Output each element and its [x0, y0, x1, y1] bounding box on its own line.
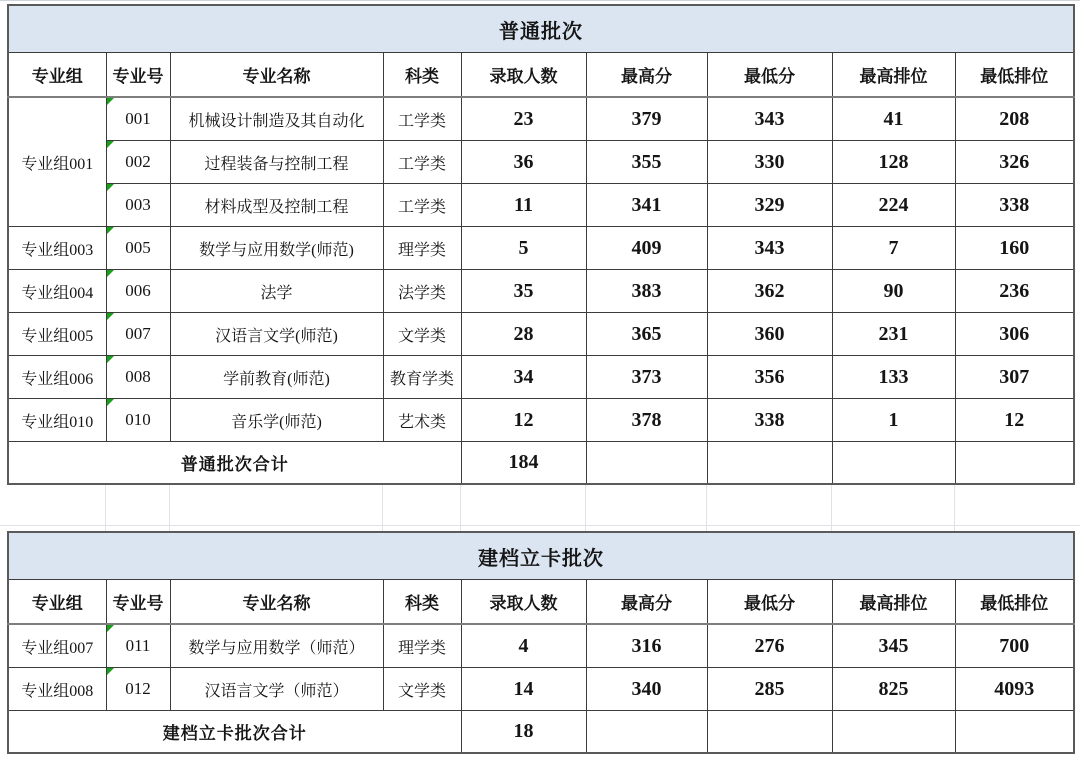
subtotal-admitted-cell[interactable]: 184 [461, 442, 586, 485]
max-rank-cell[interactable]: 133 [832, 356, 955, 399]
subtotal-row [8, 442, 1074, 485]
max-rank-cell[interactable]: 1 [832, 399, 955, 442]
code-value: 010 [125, 410, 151, 429]
column-header-4[interactable]: 录取人数 [461, 580, 586, 625]
column-header-row [8, 53, 1074, 98]
subtotal-label-cell[interactable]: 建档立卡批次合计 [8, 711, 461, 754]
column-header-row [8, 580, 1074, 625]
column-header-6[interactable]: 最低分 [707, 580, 832, 625]
group-cell[interactable]: 专业组006 [8, 356, 106, 399]
tables-root [0, 4, 1080, 754]
max-score-cell[interactable]: 365 [586, 313, 707, 356]
table-row [8, 399, 1074, 442]
max-rank-cell[interactable]: 90 [832, 270, 955, 313]
category-cell[interactable]: 工学类 [383, 141, 461, 184]
min-score-cell[interactable]: 360 [707, 313, 832, 356]
column-header-0[interactable]: 专业组 [8, 53, 106, 98]
column-header-5[interactable]: 最高分 [586, 53, 707, 98]
code-cell[interactable] [106, 399, 170, 442]
category-cell[interactable]: 理学类 [383, 624, 461, 668]
code-value: 006 [125, 281, 151, 300]
code-value: 005 [125, 238, 151, 257]
max-rank-cell[interactable]: 825 [832, 668, 955, 711]
group-cell[interactable]: 专业组001 [8, 97, 106, 227]
code-cell[interactable] [106, 97, 170, 141]
min-rank-cell[interactable]: 160 [955, 227, 1074, 270]
min-rank-cell[interactable]: 326 [955, 141, 1074, 184]
error-indicator-icon [107, 399, 114, 406]
max-score-cell[interactable]: 341 [586, 184, 707, 227]
code-value: 007 [125, 324, 151, 343]
category-cell[interactable]: 法学类 [383, 270, 461, 313]
group-cell[interactable]: 专业组004 [8, 270, 106, 313]
empty-cell[interactable] [586, 711, 707, 754]
min-score-cell[interactable]: 343 [707, 227, 832, 270]
major-name-cell[interactable]: 机械设计制造及其自动化 [170, 97, 383, 141]
major-name-cell[interactable]: 学前教育(师范) [170, 356, 383, 399]
column-header-2[interactable]: 专业名称 [170, 53, 383, 98]
category-cell[interactable]: 工学类 [383, 97, 461, 141]
column-header-3[interactable]: 科类 [383, 580, 461, 625]
major-name-cell[interactable]: 材料成型及控制工程 [170, 184, 383, 227]
column-header-2[interactable]: 专业名称 [170, 580, 383, 625]
code-cell[interactable] [106, 227, 170, 270]
column-header-3[interactable]: 科类 [383, 53, 461, 98]
sheet-gridline-gap [0, 485, 1080, 531]
admitted-count-cell[interactable]: 28 [461, 313, 586, 356]
admitted-count-cell[interactable]: 34 [461, 356, 586, 399]
table-title[interactable]: 普通批次 [8, 5, 1074, 53]
min-score-cell[interactable]: 343 [707, 97, 832, 141]
min-rank-cell[interactable]: 306 [955, 313, 1074, 356]
admitted-count-cell[interactable]: 4 [461, 624, 586, 668]
batch-table-1 [7, 4, 1075, 485]
min-score-cell[interactable]: 276 [707, 624, 832, 668]
column-header-6[interactable]: 最低分 [707, 53, 832, 98]
column-header-7[interactable]: 最高排位 [832, 580, 955, 625]
category-cell[interactable]: 工学类 [383, 184, 461, 227]
column-header-4[interactable]: 录取人数 [461, 53, 586, 98]
table-row [8, 184, 1074, 227]
max-score-cell[interactable]: 355 [586, 141, 707, 184]
code-cell[interactable] [106, 184, 170, 227]
code-cell[interactable] [106, 668, 170, 711]
column-header-8[interactable]: 最低排位 [955, 53, 1074, 98]
subtotal-label-cell[interactable]: 普通批次合计 [8, 442, 461, 485]
major-name-cell[interactable]: 过程装备与控制工程 [170, 141, 383, 184]
category-cell[interactable]: 教育学类 [383, 356, 461, 399]
column-header-7[interactable]: 最高排位 [832, 53, 955, 98]
gridline-h [0, 525, 1080, 526]
max-score-cell[interactable]: 383 [586, 270, 707, 313]
group-cell[interactable]: 专业组010 [8, 399, 106, 442]
group-cell[interactable]: 专业组008 [8, 668, 106, 711]
min-rank-cell[interactable]: 307 [955, 356, 1074, 399]
code-value: 008 [125, 367, 151, 386]
min-rank-cell[interactable]: 236 [955, 270, 1074, 313]
category-cell[interactable]: 文学类 [383, 668, 461, 711]
max-rank-cell[interactable]: 128 [832, 141, 955, 184]
column-header-5[interactable]: 最高分 [586, 580, 707, 625]
subtotal-row [8, 711, 1074, 754]
major-name-cell[interactable]: 汉语言文学（师范） [170, 668, 383, 711]
code-value: 003 [125, 195, 151, 214]
code-value: 011 [125, 636, 151, 655]
empty-cell[interactable] [955, 711, 1074, 754]
category-cell[interactable]: 艺术类 [383, 399, 461, 442]
admitted-count-cell[interactable]: 5 [461, 227, 586, 270]
error-indicator-icon [107, 625, 114, 632]
table-row [8, 356, 1074, 399]
min-rank-cell[interactable]: 208 [955, 97, 1074, 141]
min-rank-cell[interactable]: 700 [955, 624, 1074, 668]
error-indicator-icon [107, 141, 114, 148]
min-score-cell[interactable]: 356 [707, 356, 832, 399]
admitted-count-cell[interactable]: 12 [461, 399, 586, 442]
table-title-row [8, 5, 1074, 53]
min-rank-cell[interactable]: 4093 [955, 668, 1074, 711]
error-indicator-icon [107, 356, 114, 363]
empty-cell[interactable] [586, 442, 707, 485]
code-cell[interactable] [106, 313, 170, 356]
empty-cell[interactable] [832, 442, 955, 485]
code-cell[interactable] [106, 356, 170, 399]
admitted-count-cell[interactable]: 36 [461, 141, 586, 184]
group-cell[interactable]: 专业组007 [8, 624, 106, 668]
code-value: 012 [125, 679, 151, 698]
major-name-cell[interactable]: 法学 [170, 270, 383, 313]
min-score-cell[interactable]: 362 [707, 270, 832, 313]
major-name-cell[interactable]: 汉语言文学(师范) [170, 313, 383, 356]
error-indicator-icon [107, 184, 114, 191]
admitted-count-cell[interactable]: 35 [461, 270, 586, 313]
code-cell[interactable] [106, 270, 170, 313]
column-header-1[interactable]: 专业号 [106, 580, 170, 625]
max-score-cell[interactable]: 373 [586, 356, 707, 399]
subtotal-admitted-cell[interactable]: 18 [461, 711, 586, 754]
group-cell[interactable]: 专业组005 [8, 313, 106, 356]
column-header-8[interactable]: 最低排位 [955, 580, 1074, 625]
batch-table-2 [7, 531, 1075, 754]
max-score-cell[interactable]: 340 [586, 668, 707, 711]
table-row [8, 668, 1074, 711]
code-value: 001 [125, 109, 151, 128]
error-indicator-icon [107, 313, 114, 320]
min-rank-cell[interactable]: 12 [955, 399, 1074, 442]
table-row [8, 141, 1074, 184]
column-header-1[interactable]: 专业号 [106, 53, 170, 98]
max-rank-cell[interactable]: 345 [832, 624, 955, 668]
error-indicator-icon [107, 668, 114, 675]
table-title[interactable]: 建档立卡批次 [8, 532, 1074, 580]
empty-cell[interactable] [707, 442, 832, 485]
max-rank-cell[interactable]: 231 [832, 313, 955, 356]
admitted-count-cell[interactable]: 14 [461, 668, 586, 711]
table-row [8, 97, 1074, 141]
code-cell[interactable] [106, 624, 170, 668]
code-value: 002 [125, 152, 151, 171]
table-row [8, 227, 1074, 270]
min-score-cell[interactable]: 330 [707, 141, 832, 184]
table-row [8, 313, 1074, 356]
empty-cell[interactable] [955, 442, 1074, 485]
category-cell[interactable]: 理学类 [383, 227, 461, 270]
error-indicator-icon [107, 98, 114, 105]
max-rank-cell[interactable]: 41 [832, 97, 955, 141]
category-cell[interactable]: 文学类 [383, 313, 461, 356]
major-name-cell[interactable]: 音乐学(师范) [170, 399, 383, 442]
max-score-cell[interactable]: 378 [586, 399, 707, 442]
group-cell[interactable]: 专业组003 [8, 227, 106, 270]
admitted-count-cell[interactable]: 23 [461, 97, 586, 141]
min-score-cell[interactable]: 338 [707, 399, 832, 442]
min-score-cell[interactable]: 285 [707, 668, 832, 711]
major-name-cell[interactable]: 数学与应用数学（师范） [170, 624, 383, 668]
code-cell[interactable] [106, 141, 170, 184]
empty-cell[interactable] [707, 711, 832, 754]
major-name-cell[interactable]: 数学与应用数学(师范) [170, 227, 383, 270]
error-indicator-icon [107, 227, 114, 234]
table-row [8, 624, 1074, 668]
max-score-cell[interactable]: 409 [586, 227, 707, 270]
table-row [8, 270, 1074, 313]
min-rank-cell[interactable]: 338 [955, 184, 1074, 227]
admitted-count-cell[interactable]: 11 [461, 184, 586, 227]
column-header-0[interactable]: 专业组 [8, 580, 106, 625]
empty-cell[interactable] [832, 711, 955, 754]
table-title-row [8, 532, 1074, 580]
max-score-cell[interactable]: 379 [586, 97, 707, 141]
max-score-cell[interactable]: 316 [586, 624, 707, 668]
min-score-cell[interactable]: 329 [707, 184, 832, 227]
error-indicator-icon [107, 270, 114, 277]
max-rank-cell[interactable]: 224 [832, 184, 955, 227]
max-rank-cell[interactable]: 7 [832, 227, 955, 270]
